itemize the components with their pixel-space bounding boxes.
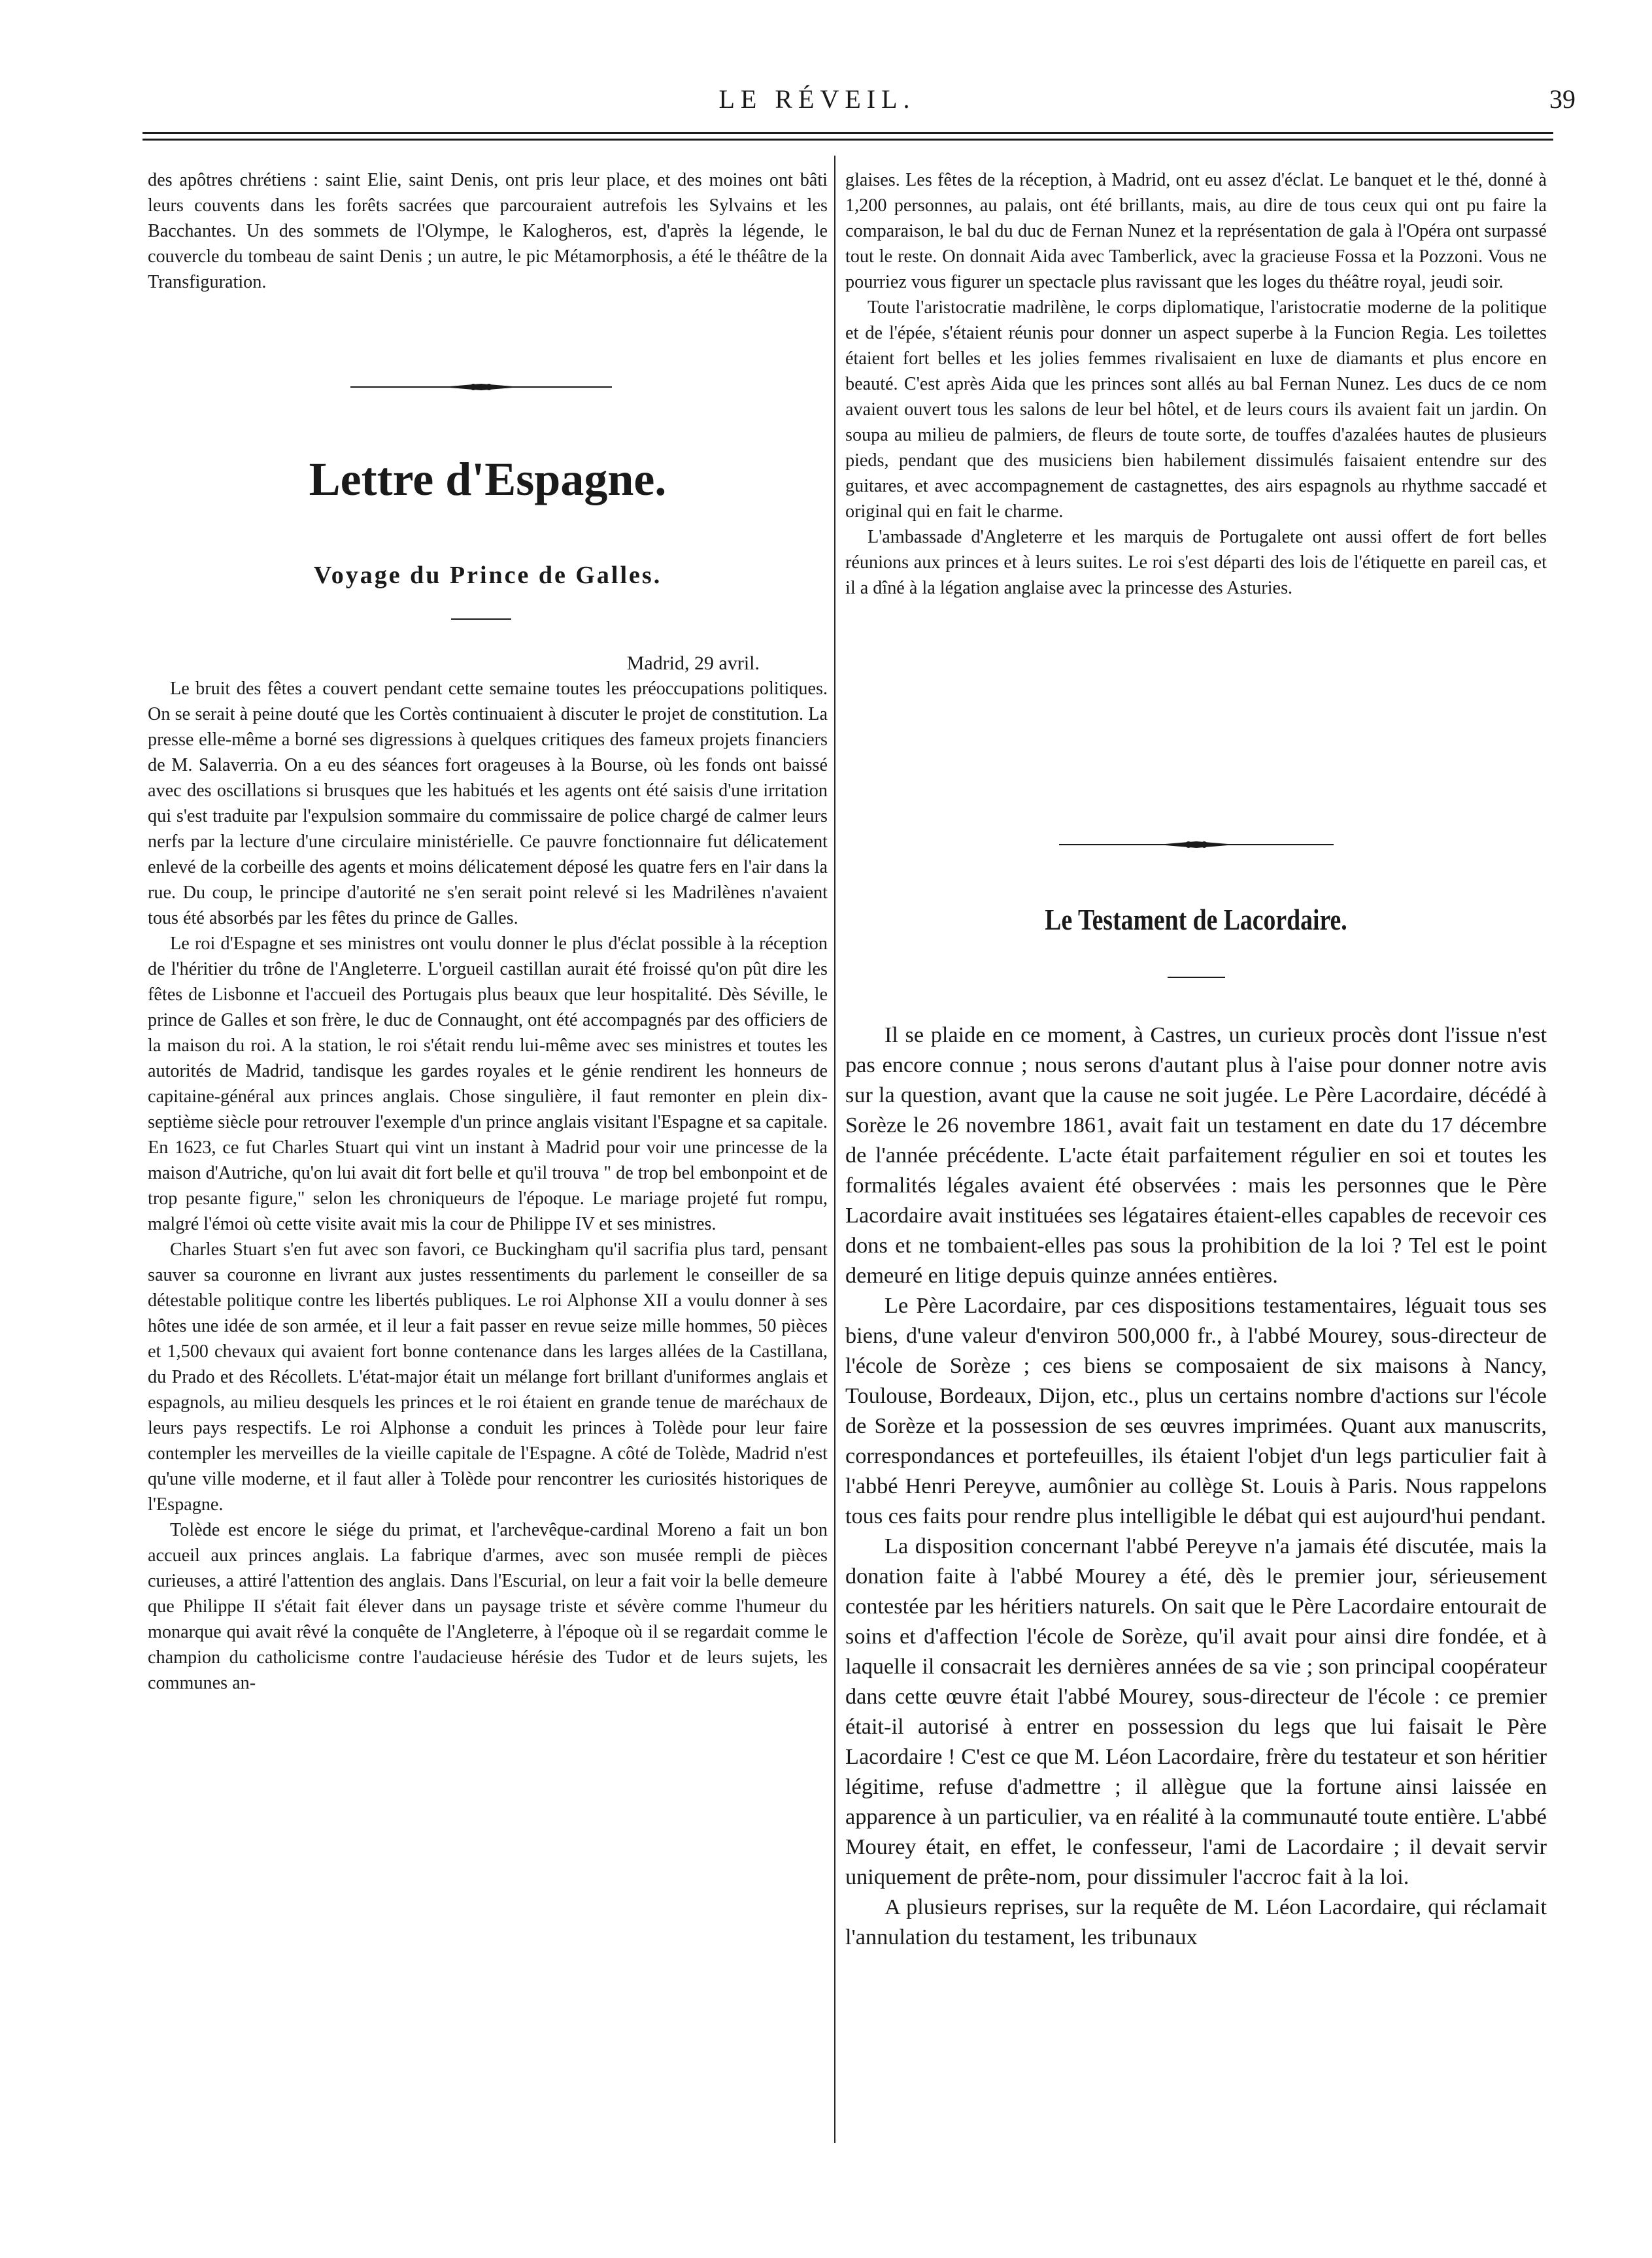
ornament-divider xyxy=(1059,839,1334,850)
ornament-divider xyxy=(350,382,612,392)
page-header-title: LE RÉVEIL. xyxy=(718,84,916,114)
article-subtitle: Voyage du Prince de Galles. xyxy=(313,562,662,589)
left-intro-text: des apôtres chrétiens : saint Elie, saint Denis, ont pris leur place, et des moines ont bâti leurs couvents dans les forêts sacrées que parcouraient autrefois les Sylvains et les Bacchantes. Un des sommets de l'Olympe, le Kalogheros, est, d'après la légende, le couvercle du tombeau de saint Denis ; un autre, le pic Métamorphosis, a été le théâtre de la Transfiguration. xyxy=(148,170,828,292)
paragraph: Le Père Lacordaire, par ces dispositions testamentaires, léguait tous ses biens, d'une valeur d'environ 500,000 fr., à l'abbé Mourey, sous-directeur de l'école de Sorèze ; ces biens se composaient de six maisons à Nancy, Toulouse, Bordeaux, Dijon, etc., plus un certains nombre d'actions sur l'école de Sorèze et la possession de ses œuvres imprimées. Quant aux manuscrits, correspondances et portefeuilles, ils étaient l'objet d'un legs particulier fait à l'abbé Henri Pereyve, aumônier au collège St. Louis à Paris. Nous rappelons tous ces faits pour rendre plus intelligible le débat qui est aujourd'hui pendant. xyxy=(845,1293,1547,1528)
header-rule-top xyxy=(143,132,1553,134)
paragraph: L'ambassade d'Angleterre et les marquis de Portugalete ont aussi offert de fort belles réunions aux princes et à leurs suites. Le roi s'est départi des lois de l'étiquette en pareil cas, et il a dîné à la légation anglaise avec la princesse des Asturies. xyxy=(845,527,1547,598)
short-rule xyxy=(1168,977,1225,978)
header-rule-bottom xyxy=(143,139,1553,141)
paragraph: Tolède est encore le siége du primat, et l'archevêque-cardinal Moreno a fait un bon accueil aux princes anglais. La fabrique d'armes, avec son musée rempli de pièces curieuses, a attiré l'attention des anglais. Dans l'Escurial, on leur a fait voir la belle demeure que Philippe II s'était fait élever dans un paysage triste et sévère comme l'humeur du monarque qui avait rêvé la conquête de l'Angleterre, à l'époque où il se regardait comme le champion du catholicisme contre l'audacieuse hérésie des Tudor et de leurs sujets, les communes an- xyxy=(148,1520,828,1693)
article-title-testament-lacordaire: Le Testament de Lacordaire. xyxy=(1045,903,1347,936)
paragraph: Il se plaide en ce moment, à Castres, un curieux procès dont l'issue n'est pas encore connue ; nous serons d'autant plus à l'aise pour donner notre avis sur la question, avant que la cause ne soit jugée. Le Père Lacordaire, décédé à Sorèze le 26 novembre 1861, avait fait un testament en date du 17 décembre de l'année précédente. L'acte était parfaitement régulier en soi et toutes les formalités légales avaient été observées : mais les personnes que le Père Lacordaire avait instituées ses légataires étaient-elles capables de recevoir ces dons et ne tombaient-elles pas sous la prohibition de la loi ? Tel est le point demeuré en litige depuis quinze années entières. xyxy=(845,1022,1547,1288)
paragraph: Toute l'aristocratie madrilène, le corps diplomatique, l'aristocratie moderne de la politique et de l'épée, s'étaient réunis pour donner un aspect superbe à la Funcion Regia. Les toilettes étaient fort belles et les jolies femmes rivalisaient en luxe de diamants et plus encore en beauté. C'est après Aida que les princes sont allés au bal Fernan Nunez. Les ducs de ce nom avaient ouvert tous les salons de leur bel hôtel, et de leurs cours ils avaient fait un jardin. On soupa au milieu de palmiers, de fleurs de toute sorte, de touffes d'azalées hautes de plusieurs pieds, pendant que des musiciens bien habilement dissimulés faisaient entendre sur des guitares, et avec accompagnement de castagnettes, des airs espagnols au rhythme saccadé et original qui en fait le charme. xyxy=(845,297,1547,522)
paragraph: Le roi d'Espagne et ses ministres ont voulu donner le plus d'éclat possible à la réception de l'héritier du trône de l'Angleterre. L'orgueil castillan aurait été froissé qu'on pût dire les fêtes de Lisbonne et l'accueil des Portugais plus beaux que leur hospitalité. Dès Séville, le prince de Galles et son frère, le duc de Connaught, ont été accompagnés par des officiers de la maison du roi. A la station, le roi s'était rendu lui-même avec ses ministres et toutes les autorités de Madrid, tandisque les gardes royales et le génie rendirent les honneurs de capitaine-général aux princes anglais. Chose singulière, il faut remonter en plein dix-septième siècle pour retrouver l'exemple d'un prince anglais visitant l'Espagne et sa capitale. En 1623, ce fut Charles Stuart qui vint un instant à Madrid pour voir une princesse de la maison d'Autriche, qu'on lui avait dit fort belle et qu'il trouva " de trop bel embonpoint et de trop pesante figure," selon les chroniqueurs de l'époque. Le mariage projeté fut rompu, malgré l'émoi où cette visite avait mis la cour de Philippe IV et ses ministres. xyxy=(148,934,828,1234)
paragraph: La disposition concernant l'abbé Pereyve n'a jamais été discutée, mais la donation faite à l'abbé Mourey a été, dès le premier jour, sérieusement contestée par les héritiers naturels. On sait que le Père Lacordaire entourait de soins et d'affection l'école de Sorèze, qu'il avait pour ainsi dire fondée, et à laquelle il consacrait les dernières années de sa vie ; son principal coopérateur dans cette œuvre était l'abbé Mourey, sous-directeur de l'école : ce premier était-il autorisé à entrer en possession du legs que lui faisait le Père Lacordaire ! C'est ce que M. Léon Lacordaire, frère du testateur et son héritier légitime, refuse d'admettre ; il allègue que la fortune ainsi laissée en apparence à un particulier, va en réalité à la communauté toute entière. L'abbé Mourey était, en effet, le confesseur, l'ami de Lacordaire ; il devait servir uniquement de prête-nom, pour dissimuler l'accroc fait à la loi. xyxy=(845,1534,1547,1889)
column-divider xyxy=(834,156,835,2143)
page-number: 39 xyxy=(1549,84,1576,114)
paragraph: Le bruit des fêtes a couvert pendant cette semaine toutes les préoccupations politiques. On se serait à peine douté que les Cortès continuaient à discuter le projet de constitution. La presse elle-même a borné ses digressions à quelques critiques des fameux projets financiers de M. Salaverria. On a eu des séances fort orageuses à la Bourse, où les fonds ont baissé avec des oscillations si brusques que les habitués et les agents ont été saisis d'une irritation qui s'est traduite par l'expulsion sommaire du commissaire de police chargé de calmer leurs nerfs par la lecture d'une circulaire ministérielle. Ce pauvre fonctionnaire fut délicatement enlevé de la corbeille des agents et moins délicatement déposé les quatre fers en l'air dans la rue. Du coup, le principe d'autorité ne s'en serait point relevé si les Madrilènes n'avaient tous été absorbés par les fêtes du prince de Galles. xyxy=(148,679,828,928)
short-rule xyxy=(451,618,511,620)
paragraph: glaises. Les fêtes de la réception, à Madrid, ont eu assez d'éclat. Le banquet et le thé, donné à 1,200 personnes, au palais, ont été brillants, mais, au dire de tous ceux qui ont pu faire la comparaison, le bal du duc de Fernan Nunez et la représentation de gala à l'Opéra ont surpassé tout le reste. On donnait Aida avec Tamberlick, avec la gracieuse Fossa et la Pozzoni. Vous ne pourriez vous figurer un spectacle plus ravissant que les loges du théâtre royal, jeudi soir. xyxy=(845,170,1547,292)
article-title-lettre-espagne: Lettre d'Espagne. xyxy=(309,453,667,505)
right-continuation-body xyxy=(845,167,1547,601)
paragraph: Charles Stuart s'en fut avec son favori, ce Buckingham qu'il sacrifia plus tard, pensant sauver sa couronne en livrant aux justes ressentiments du parlement le conseiller de sa détestable politique contre les libertés publiques. Le roi Alphonse XII a voulu donner à ses hôtes une idée de son armée, et il leur a fait passer en revue seize mille hommes, 50 pièces et 1,500 chevaux qui avaient fort bonne contenance dans les larges allées de la Castillana, du Prado et des Récollets. L'état-major était un mélange fort brillant d'uniformes anglais et espagnols, au milieu desquels les princes et le roi étaient en grande tenue de maréchaux de leurs pays respectifs. Le roi Alphonse a conduit les princes à Tolède pour leur faire contempler les merveilles de la vieille capitale de l'Espagne. A côté de Tolède, Madrid n'est qu'une ville moderne, et il faut aller à Tolède pour rencontrer les curiosités historiques de l'Espagne. xyxy=(148,1239,828,1515)
dateline: Madrid, 29 avril. xyxy=(626,652,760,674)
left-article-body xyxy=(148,676,828,1696)
paragraph: A plusieurs reprises, sur la requête de M. Léon Lacordaire, qui réclamait l'annulation du testament, les tribunaux xyxy=(845,1895,1547,1949)
right-article-body xyxy=(845,1020,1547,1952)
